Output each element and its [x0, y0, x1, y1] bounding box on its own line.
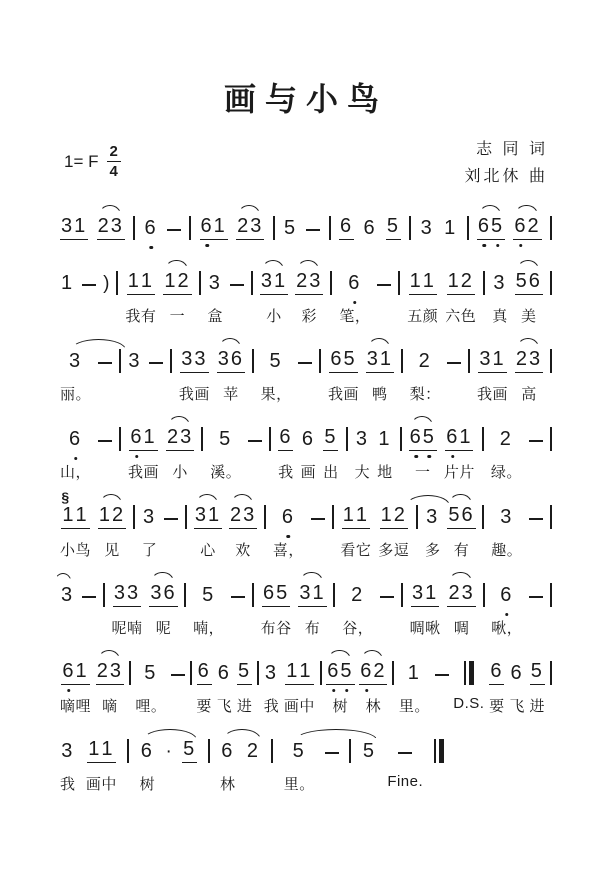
- lyric: 大: [354, 464, 371, 481]
- lyric: 飞: [216, 698, 233, 715]
- barline: [550, 569, 552, 639]
- barline: [252, 335, 254, 405]
- note-group: 3: [128, 350, 142, 372]
- dash-extension: [82, 569, 96, 639]
- barline: [119, 413, 121, 483]
- note-group: 3 我: [263, 662, 280, 715]
- lyric: 啁啾: [409, 620, 441, 637]
- dash-extension: [306, 202, 320, 240]
- note-group: 5 喃，: [193, 584, 225, 637]
- barline: [483, 257, 485, 327]
- composer-credit: 刘北休 曲: [464, 168, 548, 186]
- note-group: 2 梨：: [409, 350, 441, 403]
- barline: [170, 335, 172, 405]
- note-group: 61 嘀哩: [60, 660, 92, 715]
- note-group: 6 飞: [216, 662, 233, 715]
- barline: [319, 335, 321, 405]
- barline: [398, 257, 400, 327]
- note-group: 6 喜，: [272, 506, 304, 559]
- barline: [273, 202, 275, 240]
- dash-extension: [377, 257, 391, 327]
- lyric: 林: [220, 776, 236, 793]
- note-group: 62 林: [360, 660, 387, 715]
- score-line-7: [60, 647, 552, 717]
- lyric: 笔，: [339, 308, 371, 325]
- dash-extension: [298, 335, 312, 405]
- barline: [468, 335, 470, 405]
- note-group: 5: [362, 740, 376, 762]
- lyric: 要: [489, 698, 505, 715]
- lyric: 地: [377, 464, 393, 481]
- note-group: 3 我: [60, 740, 76, 793]
- dash-extension: [380, 569, 394, 639]
- note-group: 6: [144, 217, 158, 239]
- barline: [401, 569, 403, 639]
- time-signature: [107, 144, 121, 179]
- note-group: 5: [182, 725, 197, 795]
- barline: [330, 257, 332, 327]
- note-group: 12 一: [164, 270, 191, 325]
- dash-extension: [529, 569, 543, 639]
- notation-symbol: ·: [165, 741, 172, 762]
- lyric: 一: [169, 308, 186, 325]
- note-group: 3 多: [424, 506, 441, 559]
- meter-denominator: 4: [109, 163, 118, 180]
- lyric: 画中: [283, 698, 315, 715]
- barline: [208, 725, 210, 795]
- lyric: 我有: [125, 308, 157, 325]
- key-label: 1= F: [64, 151, 99, 171]
- note-group: 23 彩: [296, 270, 323, 325]
- dash-extension: [325, 725, 339, 795]
- lyric: 我: [278, 464, 294, 481]
- lyric: 绿。: [490, 464, 522, 481]
- dash-extension: [529, 413, 543, 483]
- lyric: 树: [139, 776, 156, 793]
- score-line-5: [60, 491, 552, 561]
- lyric: 美: [521, 308, 537, 325]
- dash-extension: [149, 335, 163, 405]
- note-group: 11 五颜: [407, 270, 439, 325]
- lyric: 丽。: [60, 386, 92, 403]
- lyric: 树: [332, 698, 349, 715]
- note-group: 33 我画: [178, 348, 210, 403]
- note-group: 5 进: [529, 660, 546, 715]
- lyric: 画: [300, 464, 317, 481]
- note-group: 12 多逗: [378, 504, 410, 559]
- note-group: 6 啾，: [491, 584, 523, 637]
- note-group: 23: [236, 202, 264, 240]
- note-group: 6 画: [300, 428, 317, 481]
- note-group: 6 我: [278, 426, 294, 481]
- note-group: 31 小: [260, 270, 288, 325]
- dash-extension: [435, 647, 449, 717]
- dash-extension: [529, 491, 543, 561]
- note-group: 2 谷，: [342, 584, 374, 637]
- dash-extension: [230, 257, 244, 327]
- note-group: 6 林: [220, 740, 236, 793]
- note-group: 3 盒: [207, 272, 224, 325]
- barline: [482, 413, 484, 483]
- note-group: 5 里。: [283, 740, 315, 793]
- lyricist-credit: 志 同 词: [476, 141, 548, 158]
- barline: [550, 491, 552, 561]
- barline: [133, 491, 135, 561]
- lyric: 要: [196, 698, 212, 715]
- lyric: 布谷: [260, 620, 292, 637]
- lyric: 里。: [283, 776, 315, 793]
- lyric: 嘀: [102, 698, 118, 715]
- lyric: 高: [521, 386, 537, 403]
- barline: [329, 202, 331, 240]
- note-group: 56 美: [515, 270, 542, 325]
- note-group: 65 我画: [327, 348, 359, 403]
- barline: [332, 491, 334, 561]
- dash-extension: [98, 413, 112, 483]
- barline: [185, 491, 187, 561]
- barline: [103, 569, 105, 639]
- dash-extension: [447, 335, 461, 405]
- lyric: 我: [263, 698, 280, 715]
- barline: [201, 413, 203, 483]
- note-group: 1: [61, 272, 75, 294]
- note-group: 5 出: [323, 426, 339, 481]
- lyric: 啁: [453, 620, 470, 637]
- lyric: 啾，: [491, 620, 523, 637]
- meter-numerator: 2: [107, 144, 121, 162]
- note-group: 12 见: [98, 504, 126, 559]
- lyric: 我画: [477, 386, 509, 403]
- barline: [116, 257, 118, 327]
- barline: [409, 202, 411, 240]
- note-group: 1: [444, 217, 458, 239]
- note-group: 65: [477, 202, 505, 240]
- lyric: 五颜: [407, 308, 439, 325]
- lyric: 嘀哩: [60, 698, 92, 715]
- barline: [251, 257, 253, 327]
- barline: [550, 413, 552, 483]
- barline: [349, 725, 351, 795]
- lyric: 布: [304, 620, 321, 637]
- lyric: 有: [453, 542, 470, 559]
- note-group: 23: [97, 202, 125, 240]
- barline: [550, 257, 552, 327]
- lyric: 鸭: [372, 386, 388, 403]
- barline: [129, 647, 131, 717]
- note-group: 6 树: [139, 740, 156, 793]
- lyric: Fine.: [387, 773, 424, 790]
- lyric: 六色: [445, 308, 477, 325]
- lyric: 喃，: [193, 620, 225, 637]
- note-group: 6: [363, 217, 377, 239]
- note-group: 3: [420, 217, 434, 239]
- lyric: 小: [266, 308, 282, 325]
- lyric: 彩: [301, 308, 318, 325]
- barline: [333, 569, 335, 639]
- note-group: 23 嘀: [96, 660, 123, 715]
- note-group: 33 呢喃: [111, 582, 143, 637]
- lyric: 呢喃: [111, 620, 143, 637]
- barline: [550, 335, 552, 405]
- score-line-4: [60, 413, 552, 483]
- dash-extension: [311, 491, 325, 561]
- barline: [252, 569, 254, 639]
- lyric: 进: [236, 698, 253, 715]
- lyric: 见: [104, 542, 120, 559]
- lyric: 呢: [155, 620, 172, 637]
- lyric: 果，: [260, 386, 292, 403]
- note-group: 31: [60, 202, 88, 240]
- score-line-3: [60, 335, 552, 405]
- note-group: 36 呢: [150, 582, 177, 637]
- score-line-1: [60, 202, 552, 250]
- note-group: 1 地: [377, 428, 393, 481]
- note-group: 3 趣。: [491, 506, 523, 559]
- note-group: 5: [386, 202, 401, 240]
- note-group: 62: [513, 202, 541, 240]
- lyric: 多: [424, 542, 441, 559]
- barline: [119, 335, 121, 405]
- note-group: 5 进: [236, 660, 253, 715]
- lyric: 溪。: [210, 464, 242, 481]
- barline: [190, 647, 192, 717]
- barline: [269, 413, 271, 483]
- lyric: 小鸟: [60, 542, 92, 559]
- lyric: 我: [60, 776, 76, 793]
- note-group: 3: [61, 584, 75, 606]
- note-group: 61 我画: [127, 426, 159, 481]
- note-group: 3 丽。: [60, 350, 92, 403]
- note-group: 11 我有: [125, 270, 157, 325]
- dash-extension: [82, 257, 96, 327]
- lyric: 画中: [85, 776, 117, 793]
- lyric: 盒: [207, 308, 224, 325]
- barline: [133, 202, 135, 240]
- lyric: 进: [529, 698, 546, 715]
- note-group: 5 溪。: [210, 428, 242, 481]
- barline: [184, 569, 186, 639]
- lyric: 喜，: [272, 542, 304, 559]
- note-group: 23 小: [166, 426, 194, 481]
- final-barline: [453, 647, 484, 717]
- lyric: 看它: [340, 542, 372, 559]
- barline: [264, 491, 266, 561]
- note-group: 5: [283, 217, 298, 239]
- note-group: 31 鸭: [366, 348, 394, 403]
- note-group: 23 欢: [229, 504, 257, 559]
- lyric: 飞: [509, 698, 525, 715]
- note-group: 36 苹: [217, 348, 244, 403]
- barline: [482, 491, 484, 561]
- song-title: 画与小鸟: [223, 81, 388, 117]
- lyric: 多逗: [378, 542, 410, 559]
- note-group: 65 一: [409, 426, 436, 481]
- lyric: 欢: [235, 542, 251, 559]
- note-group: 65 树: [327, 660, 354, 715]
- lyric: 趣。: [491, 542, 523, 559]
- note-group: 61: [200, 202, 228, 240]
- lyric: 出: [323, 464, 339, 481]
- lyric: 我画: [327, 386, 359, 403]
- note-group: 11 画中: [85, 738, 117, 793]
- note-group: 61 片片: [443, 426, 475, 481]
- barline: [467, 202, 469, 240]
- lyric: 一: [414, 464, 431, 481]
- barline: [392, 647, 394, 717]
- barline: [401, 335, 403, 405]
- dash-extension: [171, 647, 185, 717]
- barline: [416, 491, 418, 561]
- note-group: 5 果，: [260, 350, 292, 403]
- note-group: 6 要: [196, 660, 212, 715]
- note-group: 31 心: [194, 504, 222, 559]
- lyric: 片片: [443, 464, 475, 481]
- lyric: 我画: [178, 386, 210, 403]
- dash-extension: [387, 725, 423, 795]
- dash-extension: [98, 335, 112, 405]
- note-group: 12 六色: [445, 270, 477, 325]
- barline: [550, 202, 552, 240]
- barline: [550, 647, 552, 717]
- note-group: 6 要: [489, 660, 505, 715]
- lyric: 林: [365, 698, 382, 715]
- note-group: 23 啁: [448, 582, 475, 637]
- barline: [257, 647, 259, 717]
- score-line-2: [60, 257, 552, 327]
- lyric: 了: [141, 542, 158, 559]
- meta-row: [0, 136, 612, 192]
- lyric: 梨：: [409, 386, 441, 403]
- dash-extension: [231, 569, 245, 639]
- note-group: 11 看它: [340, 504, 372, 559]
- barline: [346, 413, 348, 483]
- barline: [127, 725, 129, 795]
- lyric: 哩。: [135, 698, 167, 715]
- barline: [400, 413, 402, 483]
- note-group: 23 高: [515, 348, 543, 403]
- note-group: 6 笔，: [339, 272, 371, 325]
- lyric: 谷，: [342, 620, 374, 637]
- note-group: 2: [246, 740, 261, 762]
- barline: [320, 647, 322, 717]
- note-group: 31 布: [299, 582, 326, 637]
- dash-extension: [167, 202, 181, 240]
- dash-extension: [164, 491, 178, 561]
- lyric: 真: [492, 308, 508, 325]
- note-group: 5 哩。: [135, 662, 167, 715]
- final-barline: [434, 725, 444, 795]
- key-signature: [64, 144, 121, 179]
- barline: [483, 569, 485, 639]
- lyric: 心: [200, 542, 216, 559]
- credits: [465, 136, 548, 190]
- dash-extension: [248, 413, 262, 483]
- lyric: 我画: [127, 464, 159, 481]
- note-group: 56 有: [448, 504, 475, 559]
- score-line-8: [60, 725, 444, 795]
- note-group: 3 了: [141, 506, 158, 559]
- segno-mark: §: [61, 489, 70, 505]
- note-group: 31 我画: [477, 348, 509, 403]
- note-group: 3 大: [354, 428, 371, 481]
- barline: [189, 202, 191, 240]
- barline: [199, 257, 201, 327]
- note-group: 3 真: [492, 272, 508, 325]
- score-area: [0, 202, 612, 795]
- lyric: 苹: [223, 386, 239, 403]
- notation-symbol: ): [103, 273, 110, 294]
- note-group: 31 啁啾: [409, 582, 441, 637]
- note-group: 1 里。: [398, 662, 430, 715]
- lyric: 小: [172, 464, 188, 481]
- lyric: D.S.: [453, 695, 485, 712]
- note-group: 6: [339, 202, 354, 240]
- note-group: 6 山，: [60, 428, 92, 481]
- score-line-6: [60, 569, 552, 639]
- note-group: 65 布谷: [260, 582, 292, 637]
- note-group: § 11 小鸟: [60, 489, 92, 559]
- note-group: 6 飞: [509, 662, 525, 715]
- lyric: 山，: [60, 464, 92, 481]
- lyric: 里。: [398, 698, 430, 715]
- note-group: 2 绿。: [490, 428, 522, 481]
- note-group: 11 画中: [283, 660, 315, 715]
- barline: [271, 725, 273, 795]
